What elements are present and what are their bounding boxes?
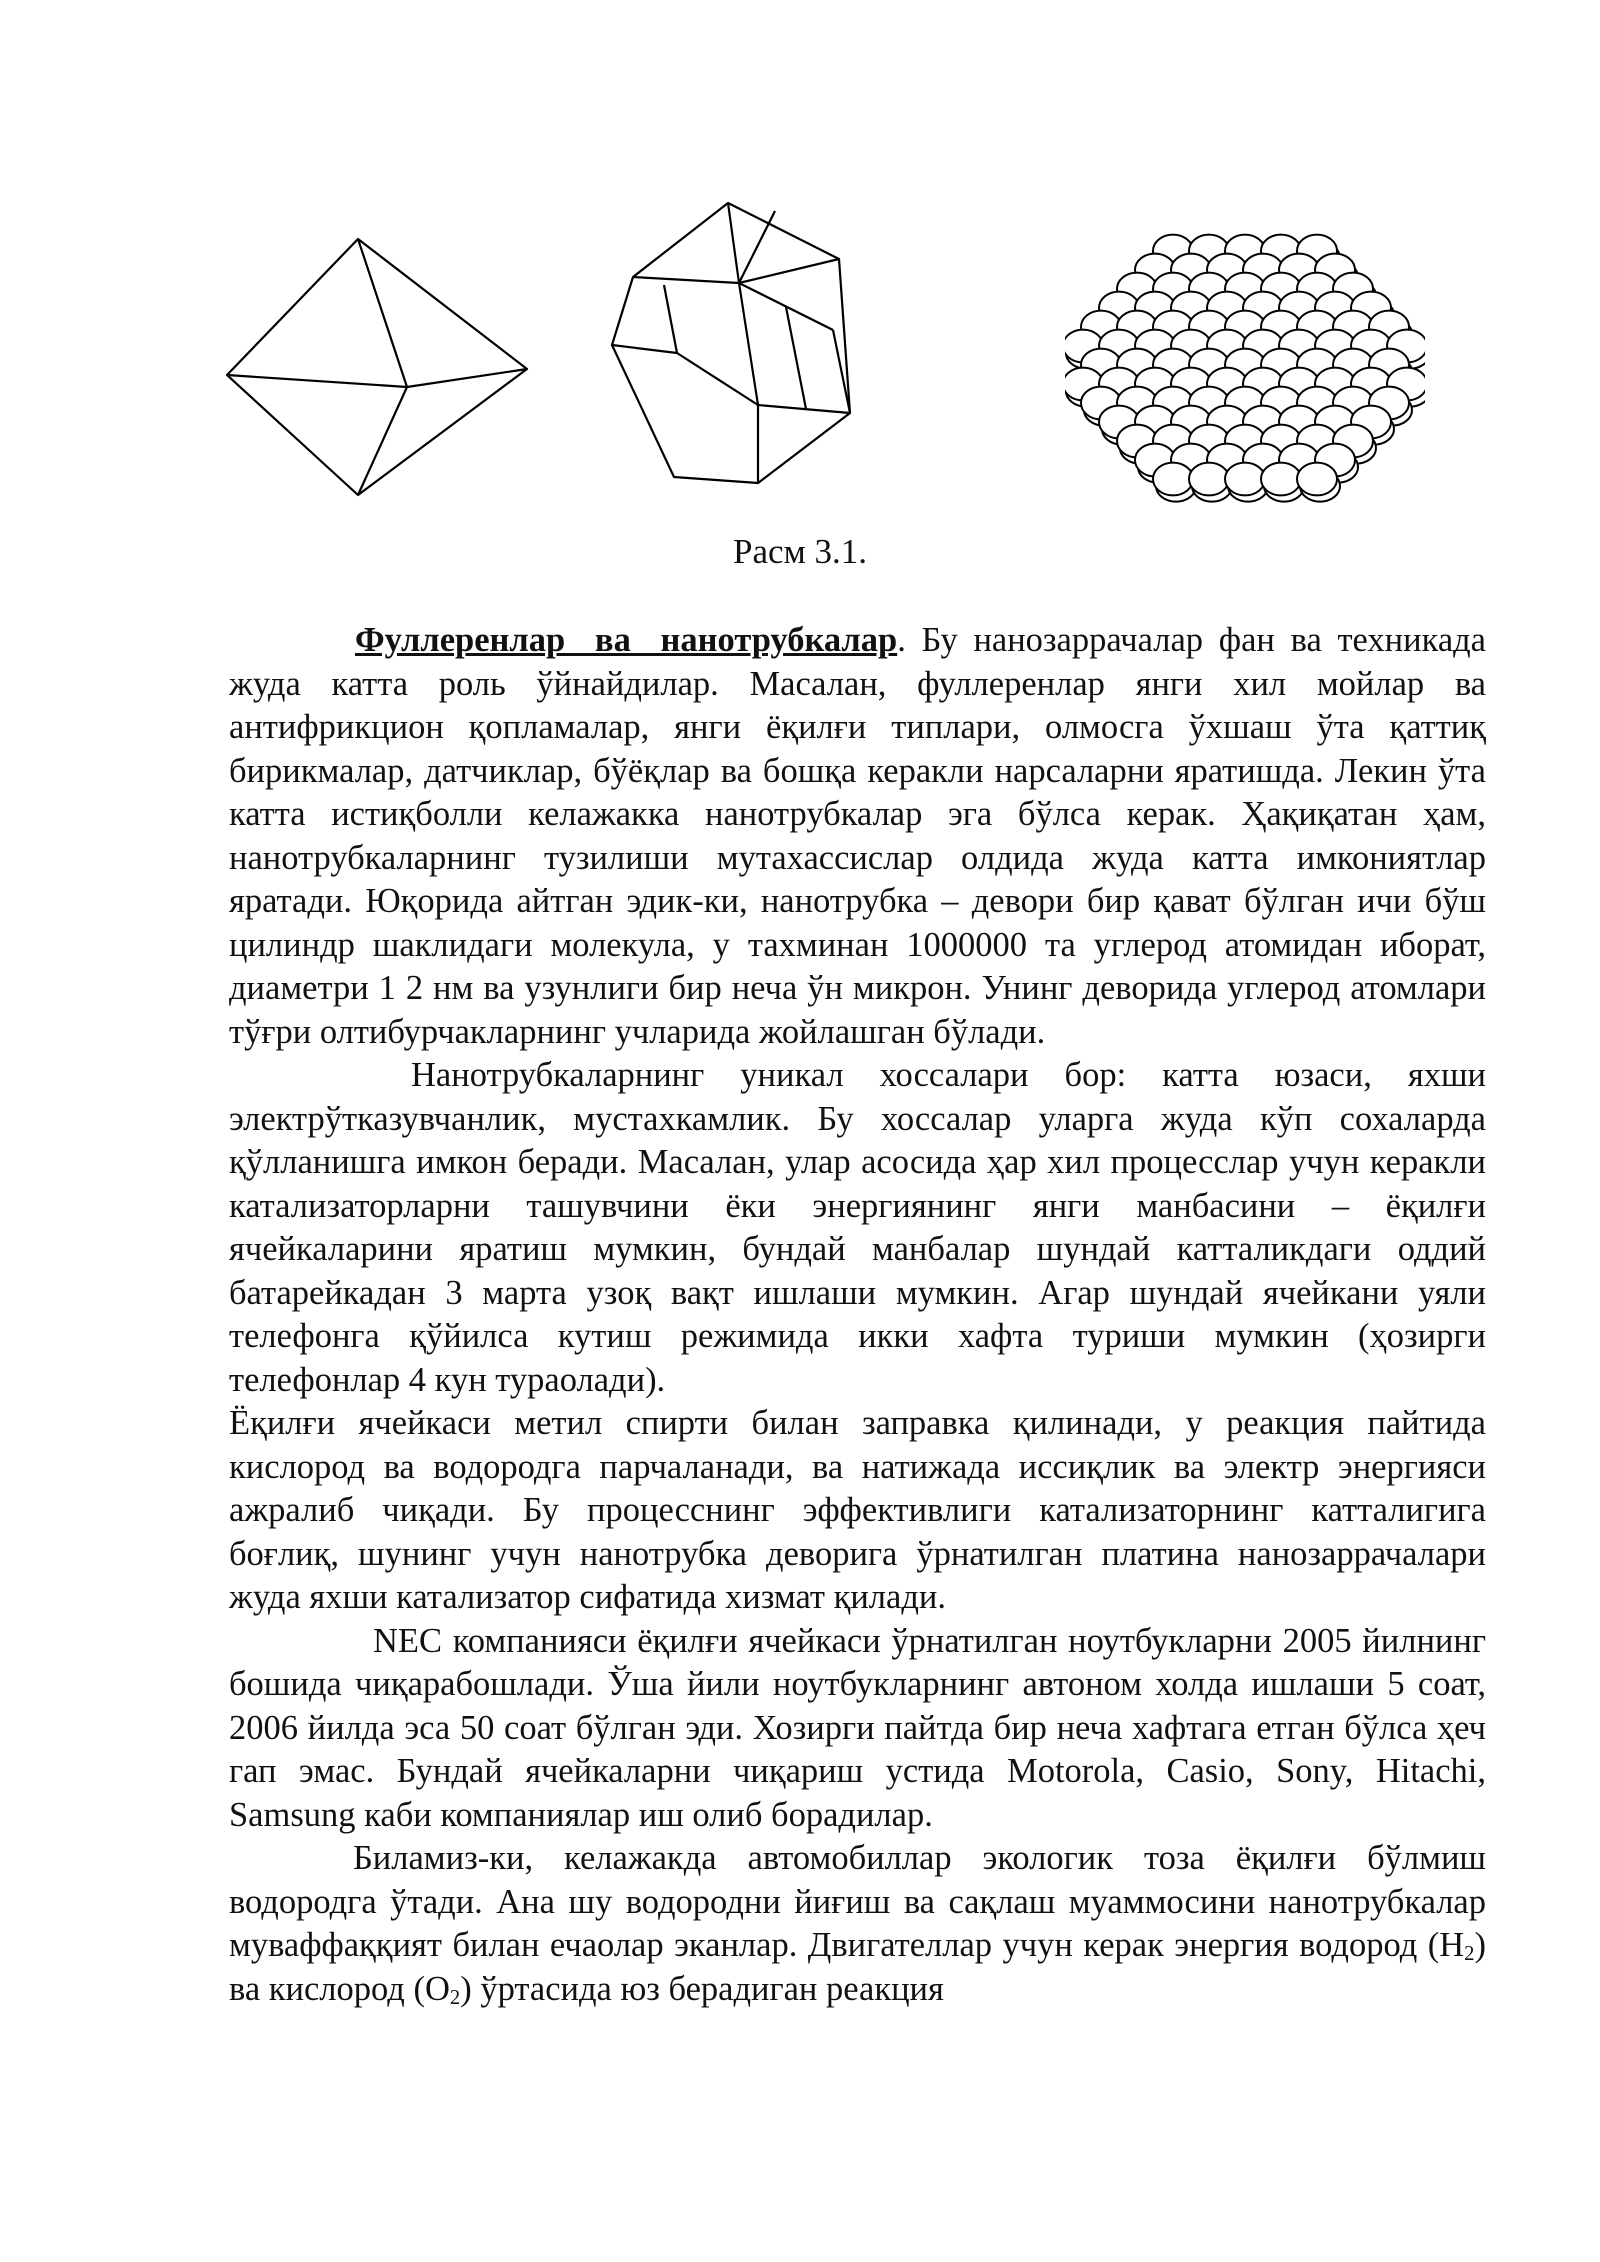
paragraph-text: Биламиз-ки, келажакда автомобиллар экологик тоза ёқилғи бўлмиш водородга ўтади. Ана шу водородни йиғиш ва сақлаш муаммосини нанотрубкалар муваффаққият билан ечаолар эканлар. Двигателлар учун керак энергия водород (H [229,1839,1486,1964]
octahedron-figure [225,237,545,507]
subscript: 2 [1464,1943,1475,1965]
heading-period: . [897,621,906,659]
paragraph-3: Ёқилғи ячейкаси метил спирти билан заправка қилинади, у реакция пайтида кислород ва водородга парчаланади, ва натижада иссиқлик ва электр энергияси ажралиб чиқади. Бу процесснинг эффективлиги катализаторнинг катталигига боғлиқ, шунинг учун нанотрубка деворига ўрнатилган платина нанозаррачалари жуда яхши катализатор сифатида хизмат қилади. [229,1404,1486,1616]
paragraph-5 [229,1837,1486,2011]
polyhedron-figure [610,195,970,515]
paragraph-text: ) ва кислород (O [229,1926,1486,2008]
paragraph-text: ) ўртасида юз берадиган реакция [460,1969,944,2008]
paragraph-2: Нанотрубкаларнинг уникал хоссалари бор: катта юзаси, яхши электрўтказувчанлик, мустахкамлик. Бу хоссалар уларга жуда кўп сохаларда қўлланишга имкон беради. Масалан, улар асосида ҳар хил процесслар учун керакли катализаторларни ташувчини ёки энергиянинг янги манбасини – ёқилғи ячейкаларини яратиш мумкин, бундай манбалар шундай катталикдаги оддий батарейкадан 3 марта узоқ вақт ишлаши мумкин. Агар шундай ячейкани уяли телефонга қўйилса кутиш режимида икки хафта туриши мумкин (ҳозирги телефонлар 4 кун тураолади). [229,1056,1486,1399]
paragraph-text: Бу нанозаррачалар фан ва техникада жуда катта роль ўйнайдилар. Масалан, фуллеренлар янги хил мойлар ва антифрикцион қопламалар, янги ёқилғи типлари, олмосга ўхшаш ўта қаттиқ бирикмалар, датчиклар, бўёқлар ва бошқа керакли нарсаларни яратишда. Лекин ўта катта истиқболли келажакка нанотрубкалар эга бўлса керак. Ҳақиқатан ҳам, нанотрубкаларнинг тузилиши мутахассислар олдида жуда катта имкониятлар яратади. Юқорида айтган эдик-ки, нанотрубка – девори бир қават бўлган ичи бўш цилиндр шаклидаги молекула, у тахминан 1000000 та углерод атомидан иборат, диаметри 1 2 нм ва узунлиги бир неча ўн микрон. Унинг деворида углерод атомлари тўғри олтибурчакларнинг учларида жойлашган бўлади. [229,621,1486,1051]
section-heading: Фуллеренлар ва нанотрубкалар [355,621,898,659]
subscript: 2 [449,1986,461,2009]
paragraph-4: NEC компанияси ёқилғи ячейкаси ўрнатилган ноутбукларни 2005 йилнинг бошида чиқарабошлади. Ўша йили ноутбукларнинг автоном холда ишлаши 5 соат, 2006 йилда эса 50 соат бўлган эди. Хозирги пайтда бир неча хафтага етган бўлса ҳеч гап эмас. Бундай ячейкаларни чиқариш устида Motorola, Casio, Sony, Hitachi, Samsung каби компаниялар иш олиб борадилар. [229,1621,1486,1834]
atom [1297,463,1337,496]
figure-row [210,195,1470,515]
atom [1261,463,1301,496]
paragraph-1 [229,619,1486,1054]
atom [1153,463,1193,496]
nanoparticle-cluster-figure [1065,225,1425,515]
atom [1225,463,1265,496]
text-body [229,619,1486,2011]
figure-caption: Расм 3.1. [733,532,867,571]
atom [1189,463,1229,496]
